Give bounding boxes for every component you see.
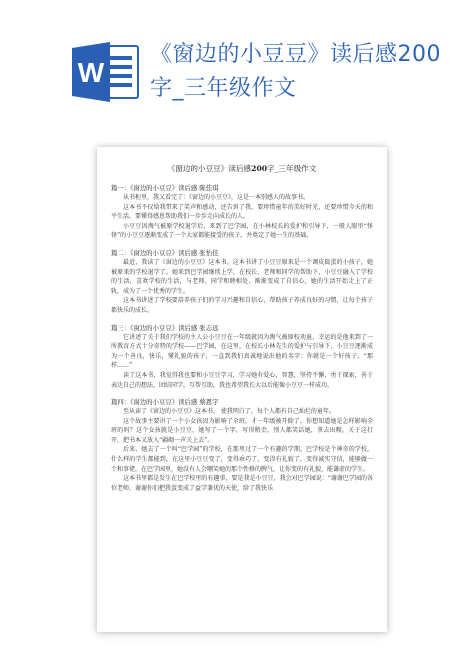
section-heading: 篇一：《窗边的小豆豆》读后感 陈佳琪 xyxy=(111,184,219,192)
paragraph: 小豆豆因淘气被原学校退学后，来到了巴学园，在小林校长的爱护和引导下，一般人眼里“怪怪”的小豆豆逐渐变成了一个大家都能接受的孩子，并奠定了她一生的基础。 xyxy=(111,222,373,240)
section-heading: 篇三：《窗边的小豆豆》读后感 张志远 xyxy=(111,323,219,332)
paragraph: 后来，她去了一个叫“巴学园”的学校，在那里过了一个有趣的学期，巴学校是个神奇的学校，什么样的学生都能到，在这里小豆豆变了，变得乖巧了，变得有礼貌了，变得诚实守信，能够做一个和事佬，在巴学园里，她没有人会嘲笑她的那个性格的脾气，让你变的有礼貌，能谦虚的学生。 xyxy=(111,446,373,473)
header xyxy=(0,0,474,120)
paragraph: 最近，我读了《窗边的小豆豆》这本书。这本书讲了小豆豆原来是一个调皮捣蛋的小孩子，她被原来的学校退学了。她来到巴学园继续上学，在校长、老师和同学的帮助下，小豆豆融入了学校的生活，喜欢学校的生活，与老师、同学和睦相处，渐渐变成了自信心，她的生活开始走上了正轨，成为了一个优秀的学生。 xyxy=(111,258,373,295)
paragraph: 这本书里都是发生在巴学校里的有趣事，要是我是小豆豆，我会对巴学园说：“谢谢巴学园的各位老师，谢谢你们把我蛋变成了益学兼优的天使，给了我快乐 xyxy=(111,475,373,492)
svg-text:W: W xyxy=(77,57,105,88)
paragraph: 这本书不仅给我带来了笑声和感动，还告诉了我，要珍惜童年的美好时光，还要珍惜今天的和平生活，要懂得感恩帮助我们一步步走向成长的人。 xyxy=(111,203,373,221)
document-title: 《窗边的小豆豆》读后感200字_三年级作文 xyxy=(167,164,317,173)
page-fade-overlay xyxy=(97,542,387,632)
section-heading: 篇四：《窗边的小豆豆》读后感 蔡恩宇 xyxy=(111,398,219,407)
document-page xyxy=(97,147,387,632)
paragraph: 这个故事主要讲了一个小女孩因为影响了全班，才一年级被开除了，你想知道她是怎样影响全班的吗？这个女孩就是小豆豆，她写了一个字，写得稍歪，别人都笑话她，拿去出糗，关于这打开，把书本又放入“疆砌一声关上去”。 xyxy=(111,417,373,444)
paragraph: 读了这本书，我觉得我也要和小豆豆学习，学习她有爱心，智慧，坚持不懈，勇于探索，善于表达自己的想法，团结同学，互帮互助，我也希望我长大以后能像小豆豆一样成功。 xyxy=(111,371,373,389)
word-document-icon xyxy=(72,40,140,104)
paragraph: 这本书讲述了学校要培养孩子们的学习兴趣和自信心，帮助孩子养成良好的习惯，让每个孩子都快乐的成长。 xyxy=(111,297,373,314)
section-heading: 篇二：《窗边的小豆豆》读后感 张怡佳 xyxy=(111,248,219,257)
paragraph: 从书柜里，我又看完了：《窗边的小豆豆》，这是一本别感人的故事书。 xyxy=(123,194,310,201)
paragraph: 至从读了《窗边的小豆豆》这本书， 使我明白了，每个人都有自己灿烂的童年。 xyxy=(123,408,335,416)
page-title: 《窗边的小豆豆》读后感200字_三年级作文 xyxy=(150,42,441,101)
paragraph: 它讲述了关于我们学校的主人公小豆豆在一年级就因为淘气被原校劝退，幸运的是他来到了一所教育方式十分奇特的学校——巴学园，在这里，在校长小林先生的爱护与引导下，小豆豆逐渐成为一个善良，快乐，懂礼貌的孩子，一直到我们真诚地说出他的名字：你就是一个好孩子。“那样……” xyxy=(111,333,373,370)
